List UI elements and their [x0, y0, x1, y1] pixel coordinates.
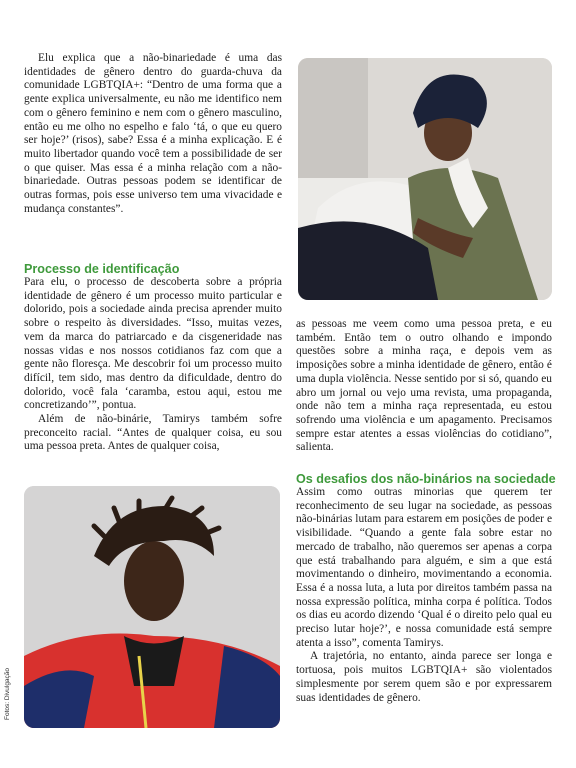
right-column-upper: [296, 318, 552, 455]
photo-credit: Fotos: Divulgação: [4, 667, 11, 720]
left-column: [24, 52, 282, 216]
photo-person-dreadlocks: [24, 486, 280, 728]
paragraph: Assim como outras minorias que querem ter reconhecimento de seu lugar na sociedade, as pessoas não-binárias lutam para estarem em posições de poder e visibilidade. “Quando a gente fala sobre estar no mercado de trabalho, não queremos ser apenas a corpa que está trabalhando para alguém, e sim a que está movimentando o dinheiro, movimentando a economia. Essa é a nossa luta, a luta por direitos também passa na nossa expressão política, minha corpa é política. Todos os dias eu acordo dizendo ‘Qual é o direito pelo qual eu preciso lutar hoje?’, e nossa comunidade está sempre atenta a isso”, comenta Tamirys.: [296, 486, 552, 649]
paragraph: Elu explica que a não-binariedade é uma das identidades de gênero dentro do guarda-chuva da comunidade LGBTQIA+: “Dentro de uma forma que a gente explica universalmente, eu não me identifico nem com o gênero feminino e nem com o gênero masculino, então eu me olho no espelho e falo ‘tá, o que eu quero ser hoje?’ (risos), sabe? Essa é a minha explicação. E é muito libertador quando você tem a possibilidade de ser o que quiser. Mas essa é a minha relação com a não-binariedade. Outras pessoas podem se identificar de outras formas, pois esse universo tem uma vivacidade e mudança constantes”.: [24, 52, 282, 215]
section-heading-desafios: Os desafios dos não-binários na sociedade: [296, 472, 556, 486]
right-column-lower: [296, 486, 552, 705]
paragraph: Além de não-binárie, Tamirys também sofre preconceito racial. “Antes de qualquer coisa, eu sou uma pessoa preta. Antes de qualquer coisa,: [24, 413, 282, 453]
paragraph: A trajetória, no entanto, ainda parece ser longa e tortuosa, pois muitos LGBTQIA+ são violentados simplesmente por serem quem são e por expressarem suas identidades de gênero.: [296, 650, 552, 704]
paragraph: Para elu, o processo de descoberta sobre a própria identidade de gênero é um processo muito particular e dolorido, pois a sociedade ainda precisa aprender muito sobre o respeito às diversidades. “Isso, muitas vezes, vem da marca do patriarcado e da cisgeneridade nas nossas vidas e nos nossos cotidianos faz com que a gente não floresça. Me descobrir foi um processo muito difícil, tem sido, mas dentro da dificuldade, dentro do dolorido, você fala ‘caramba, estou aqui, estou me concretizando’”, pontua.: [24, 276, 282, 412]
left-column-lower: [24, 276, 282, 454]
photo-person-turban: [298, 58, 552, 300]
section-heading-identificacao: Processo de identificação: [24, 262, 180, 276]
paragraph: as pessoas me veem como uma pessoa preta, e eu também. Então tem o outro olhando e impondo questões sobre a minha raça, e depois vem as imposições sobre a minha identidade de gênero, então é uma dupla violência. Nesse sentido por si só, quando eu abro um jornal ou vejo uma revista, uma propaganda, onde não tem a minha raça representada, eu estou sofrendo uma violência e um apagamento. Precisamos sempre estar atentes a essas violências do cotidiano”, salienta.: [296, 318, 552, 454]
